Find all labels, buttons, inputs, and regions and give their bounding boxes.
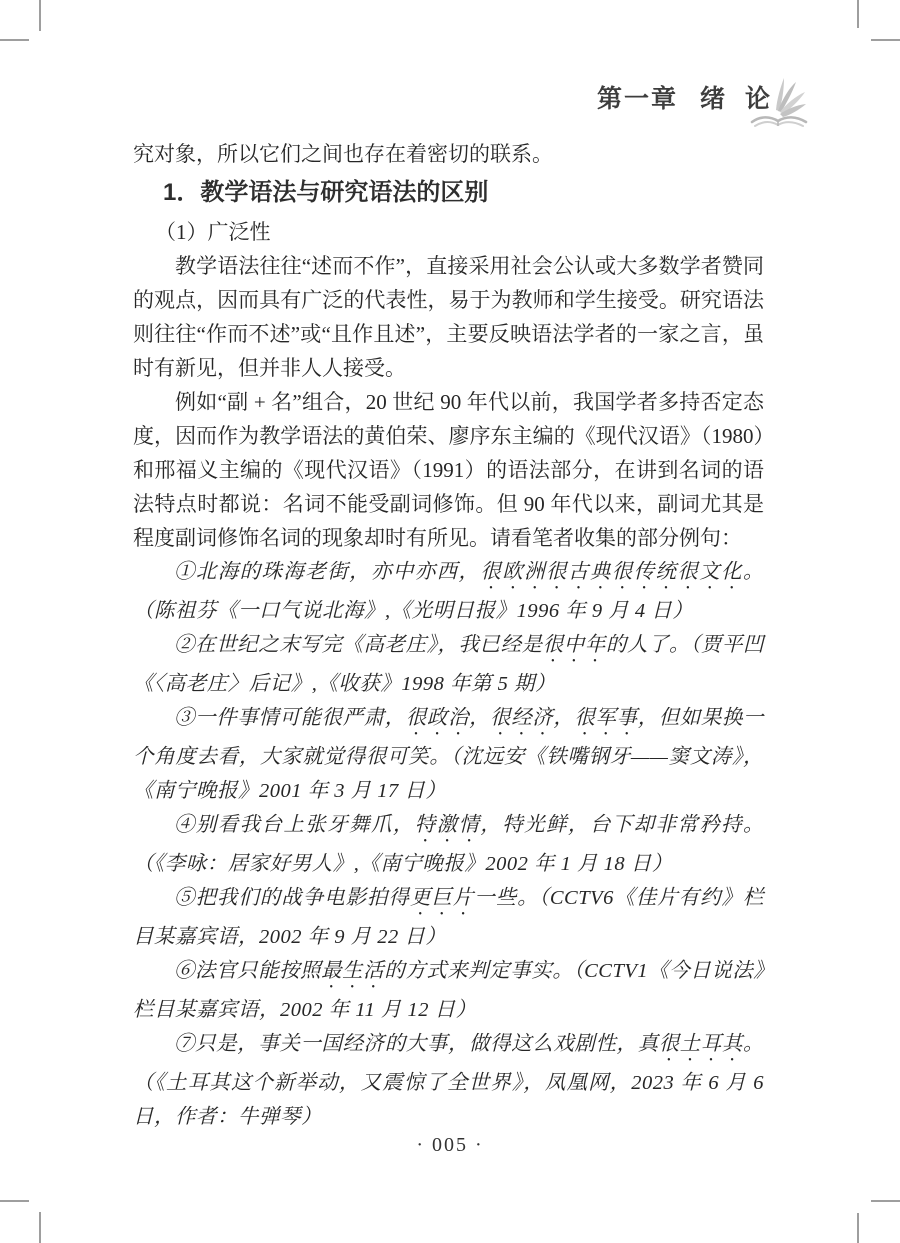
example-sentence-6	[133, 954, 764, 1027]
paragraph-1: 教学语法往往“述而不作”，直接采用社会公认或大多数学者赞同的观点，因而具有广泛的代表性，易于为教师和学生接受。研究语法则往往“作而不述”或“且作且述”，主要反映语法学者的一家之言，虽时有新见，但并非人人接受。	[133, 254, 764, 380]
example-sentence-4	[133, 808, 764, 881]
plain-text: ，特光鲜，台下却非常矜持。（《李咏：居家好男人》,《南宁晚报》2002 年 1 月 18 日）	[133, 814, 765, 875]
running-head	[597, 84, 770, 114]
emphasized-text: 特激情	[414, 814, 481, 836]
plain-text: ⑦只是，事关一国经济的大事，做得这么戏剧性，真	[174, 1033, 659, 1055]
plain-text: ③一件事情可能很严肃，	[174, 707, 406, 729]
emphasized-text: 很欧洲很古典很传统很文化	[480, 561, 744, 583]
crop-mark-bottom-right-vertical	[857, 1213, 859, 1243]
crop-mark-top-right-horizontal	[871, 39, 900, 41]
example-sentence-1	[133, 555, 764, 628]
plain-text: ②在世纪之末写完《高老庄》，我已经是	[174, 634, 543, 656]
example-sentence-5	[133, 881, 764, 954]
emphasized-text: 很政治	[405, 707, 470, 729]
running-head-title-char-2: 论	[744, 85, 770, 113]
plain-text: 一些。（CCTV6《佳片有约》栏目某嘉宾语，2002 年 9 月 22 日）	[133, 887, 765, 948]
paragraph-2: 例如“副 + 名”组合，20 世纪 90 年代以前，我国学者多持否定态度，因而作为教学语法的黄伯荣、廖序东主编的《现代汉语》（1980）和邢福义主编的《现代汉语》（1991）的语法部分，在讲到名词的语法特点时都说：名词不能受副词修饰。但 90 年代以来，副词尤其是程度副词修饰名词的现象却时有所见。请看笔者收集的部分例句：	[133, 390, 764, 550]
emphasized-text: 更巨片	[409, 887, 475, 909]
examples	[133, 555, 764, 1134]
page-number: · 005 ·	[416, 1134, 484, 1156]
emphasized-text: 很军事	[574, 707, 638, 729]
plain-text: ⑥法官只能按照	[174, 960, 322, 982]
plain-text: 的方式来判定事实。（CCTV1《今日说法》栏目某嘉宾语，2002 年 11 月 12 日）	[133, 960, 765, 1021]
plain-text: ，但如果换一个角度去看，大家就觉得很可笑。（沈远安《铁嘴钢牙——窦文涛》，《南宁晚报》2001 年 3 月 17 日）	[133, 707, 765, 802]
emphasized-text: 最生活	[321, 960, 385, 982]
plain-text: 。（《土耳其这个新举动，又震惊了全世界》，凤凰网，2023 年 6 月 6 日，作者：牛弹琴）	[133, 1033, 764, 1128]
plain-text: ④别看我台上张牙舞爪，	[174, 814, 415, 836]
section-heading: 1．教学语法与研究语法的区别	[163, 179, 489, 206]
crop-mark-bottom-left-horizontal	[0, 1200, 29, 1202]
running-head-title-char-1: 绪	[699, 85, 725, 113]
crop-mark-top-left-horizontal	[0, 39, 29, 41]
crop-mark-top-left-vertical	[39, 0, 41, 31]
example-sentence-2	[133, 628, 764, 701]
crop-mark-bottom-left-vertical	[39, 1212, 41, 1243]
plain-text: ⑤把我们的战争电影拍得	[174, 887, 410, 909]
emphasized-text: 很经济	[490, 707, 554, 729]
crop-mark-top-right-vertical	[857, 0, 859, 28]
plain-text: ，	[469, 707, 491, 729]
page-body	[133, 137, 764, 1134]
plain-text: 。（陈祖芬《一口气说北海》,《光明日报》1996 年 9 月 4 日）	[133, 561, 765, 622]
plain-text: 的人了。（贾平凹《〈高老庄〉后记》,《收获》1998 年第 5 期）	[133, 634, 765, 695]
running-head-chapter: 第一章	[596, 85, 678, 113]
plain-text: ①北海的珠海老街，亦中亦西，	[174, 561, 481, 583]
subsection-heading: （1）广泛性	[155, 220, 271, 244]
plain-text: ，	[553, 707, 575, 729]
example-sentence-3	[133, 701, 764, 808]
crop-mark-bottom-right-horizontal	[871, 1200, 900, 1202]
emphasized-text: 很中年	[542, 634, 606, 656]
continuation-line: 究对象，所以它们之间也存在着密切的联系。	[133, 142, 553, 166]
example-sentence-7	[133, 1027, 764, 1134]
emphasized-text: 很土耳其	[658, 1033, 743, 1055]
